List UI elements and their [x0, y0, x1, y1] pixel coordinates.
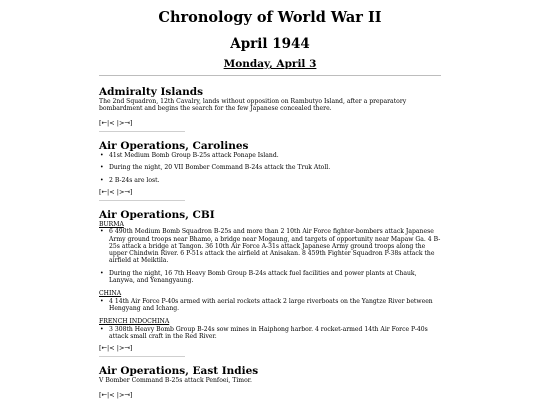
section-heading: Air Operations, CBI	[99, 209, 215, 221]
section-text: V Bomber Command B-25s attack Penfoei, Timor.	[99, 377, 252, 384]
list-item: • During the night, 20 VII Bomber Command B-24s attack the Truk Atoll.	[99, 164, 441, 171]
nav-links	[99, 188, 132, 197]
first-link[interactable]: ⇤	[101, 391, 107, 399]
nav-bracket-open: [	[99, 119, 102, 127]
section-heading: Air Operations, East Indies	[99, 365, 259, 377]
divider	[99, 131, 185, 132]
nav-separator: |	[116, 344, 119, 352]
list-item: • 3 308th Heavy Bomb Group B-24s sow mines in Haiphong harbor. 4 rocket-armed 14th Air Force P-40s attack small craft in the Red River.	[99, 326, 441, 341]
list-item: • 6 490th Medium Bomb Squadron B-25s and more than 2 10th Air Force fighter-bombers attack Japanese Army ground troops near Bhamo, a bridge near Mogaung, and targets of opportunity near Mapaw Ga. 4 B-25s attack a bridge at Tangon. 36 10th Air Force A-31s attack Japanese Army ground troops along the upper Chindwin River. 6 P-51s attack the airfield at Anisakan. 8 459th Fighter Squadron P-38s attack the airfield at Meiktila.	[99, 228, 441, 264]
next-link[interactable]: >	[118, 344, 125, 352]
month-heading: April 1944	[230, 36, 310, 52]
nav-links	[99, 119, 132, 128]
next-link[interactable]: >	[118, 188, 125, 196]
subsection-label: BURMA	[99, 221, 124, 228]
first-link[interactable]: ⇤	[101, 119, 107, 127]
section-air-operations-east-indies	[99, 365, 441, 384]
nav-separator: |	[107, 391, 110, 399]
last-link[interactable]: ⇥	[124, 391, 130, 399]
last-link[interactable]: ⇥	[124, 344, 130, 352]
section-text: The 2nd Squadron, 12th Cavalry, lands without opposition on Rambutyo Island, after a preparatory bombardment and begins the search for the few Japanese concealed there.	[99, 98, 407, 113]
prev-link[interactable]: <	[109, 344, 115, 352]
bullet-list	[99, 228, 441, 284]
nav-separator: |	[107, 344, 110, 352]
first-link[interactable]: ⇤	[101, 188, 107, 196]
list-item: • 4 14th Air Force P-40s armed with aerial rockets attack 2 large riverboats on the Yangtze River between Hengyang and Ichang.	[99, 298, 441, 313]
prev-link[interactable]: <	[109, 188, 115, 196]
nav-bracket-close: ]	[129, 119, 133, 127]
day-heading: Monday, April 3	[223, 58, 317, 70]
subsection-label: CHINA	[99, 290, 122, 298]
prev-link[interactable]: <	[109, 391, 115, 399]
nav-separator: |	[116, 188, 119, 196]
last-link[interactable]: ⇥	[124, 188, 130, 196]
nav-separator: |	[116, 119, 119, 127]
bullet-list	[99, 326, 441, 341]
prev-link[interactable]: <	[109, 119, 115, 127]
section-heading: Admiralty Islands	[99, 86, 204, 98]
list-item: • 41st Medium Bomb Group B-25s attack Ponape Island.	[99, 152, 441, 159]
nav-bracket-open: [	[99, 391, 102, 399]
nav-bracket-open: [	[99, 344, 102, 352]
nav-separator: |	[107, 119, 110, 127]
first-link[interactable]: ⇤	[101, 344, 107, 352]
section-heading: Air Operations, Carolines	[99, 140, 249, 152]
nav-bracket-close: ]	[129, 188, 133, 196]
divider	[99, 200, 185, 201]
last-link[interactable]: ⇥	[124, 119, 130, 127]
bullet-list	[99, 298, 441, 313]
bullet-list	[99, 152, 441, 184]
divider	[99, 356, 185, 357]
section-admiralty-islands	[99, 86, 441, 113]
list-item: • 2 B-24s are lost.	[99, 177, 441, 184]
nav-bracket-close: ]	[129, 344, 133, 352]
section-air-operations-carolines	[99, 140, 441, 184]
divider	[99, 75, 441, 76]
list-item: • During the night, 16 7th Heavy Bomb Group B-24s attack fuel facilities and power plants at Chauk, Lanywa, and Yenangyaung.	[99, 270, 441, 285]
nav-bracket-open: [	[99, 188, 102, 196]
subsection-label: FRENCH INDOCHINA	[99, 318, 170, 326]
nav-separator: |	[116, 391, 119, 399]
next-link[interactable]: >	[118, 391, 125, 399]
next-link[interactable]: >	[118, 119, 125, 127]
nav-links	[99, 391, 132, 400]
page-title: Chronology of World War II	[158, 9, 382, 26]
nav-separator: |	[107, 188, 110, 196]
section-air-operations-cbi	[99, 209, 441, 340]
nav-bracket-close: ]	[129, 391, 133, 399]
nav-links	[99, 344, 132, 353]
